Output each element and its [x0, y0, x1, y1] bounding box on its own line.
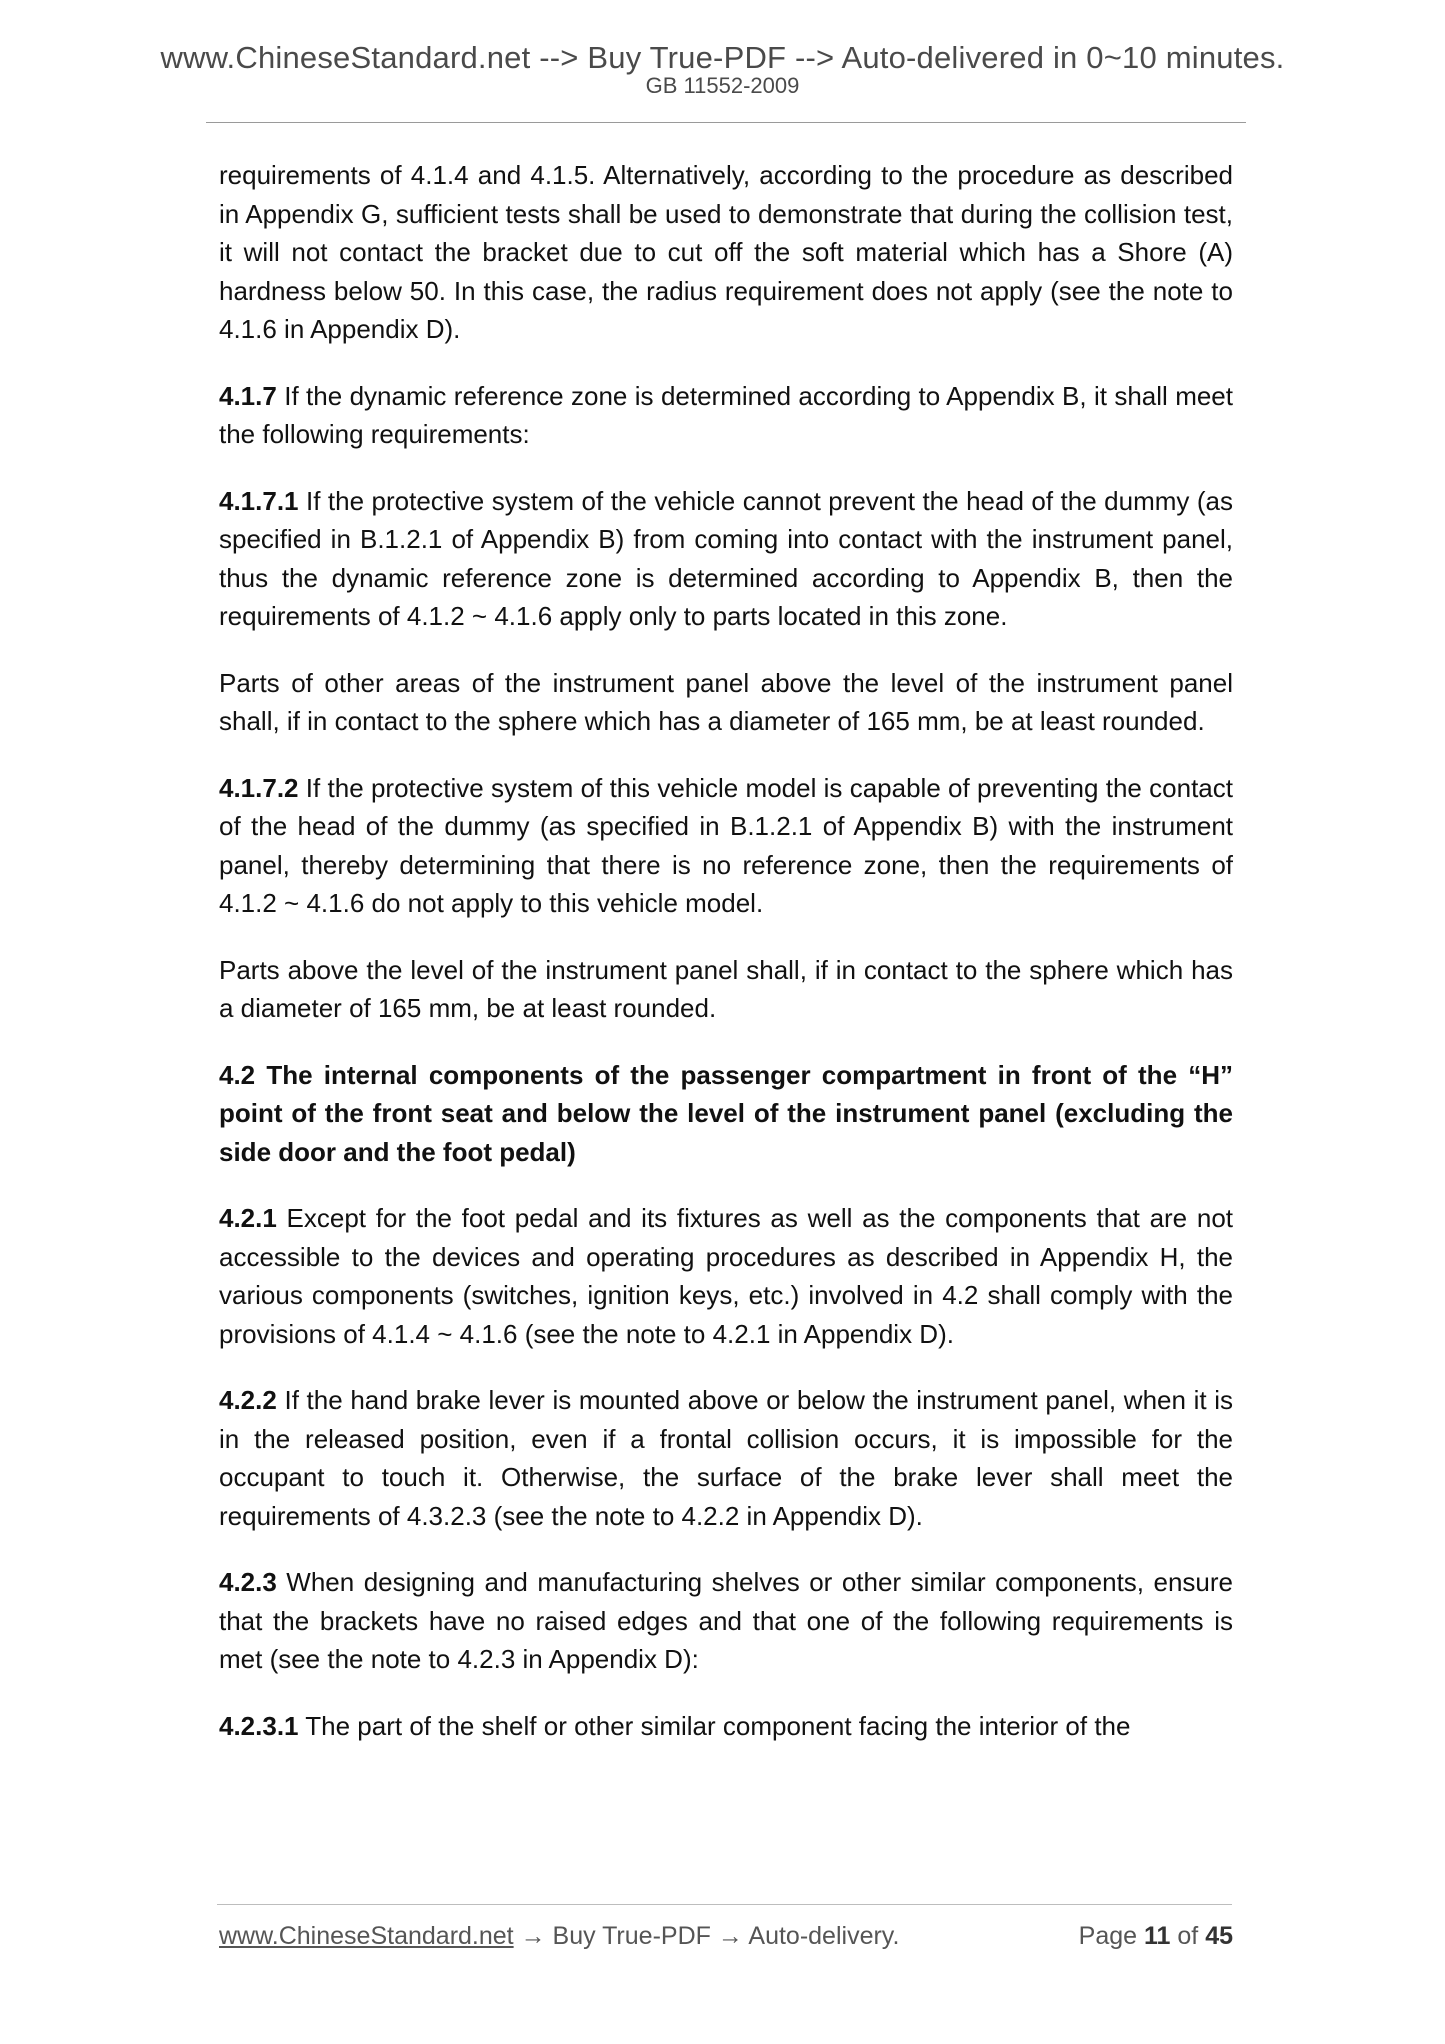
section-heading-4-2: 4.2 The internal components of the passenger compartment in front of the “H” point of the front seat and below the level of the instrument panel (excluding the side door and the foot pedal) — [219, 1059, 1233, 1167]
paragraph-parts-above — [219, 951, 1233, 1028]
page-total: 45 — [1205, 1922, 1233, 1950]
footer-divider — [217, 1904, 1232, 1905]
clause-number: 4.1.7.2 — [219, 772, 299, 803]
page-number: 11 — [1144, 1922, 1171, 1950]
paragraph-text: Parts of other areas of the instrument panel above the level of the instrument panel shall, if in contact to the sphere which has a diameter of 165 mm, be at least rounded. — [219, 667, 1233, 736]
clause-text: When designing and manufacturing shelves or other similar components, ensure that the brackets have no raised edges and that one of the following requirements is met (see the note to 4.2.3 in Appendix D): — [219, 1567, 1233, 1674]
clause-text: If the protective system of the vehicle cannot prevent the head of the dummy (as specified in B.1.2.1 of Appendix B) from coming into contact with the instrument panel, thus the dynamic reference zone is determined according to Appendix B, then the requirements of 4.1.2 ~ 4.1.6 apply only to parts located in this zone. — [219, 485, 1233, 631]
clause-text: If the protective system of this vehicle model is capable of preventing the contact of the head of the dummy (as specified in B.1.2.1 of Appendix B) with the instrument panel, thereby determining that there is no reference zone, then the requirements of 4.1.2 ~ 4.1.6 do not apply to this vehicle model. — [219, 772, 1233, 918]
page-footer — [219, 1922, 1233, 1958]
clause-4-2-1 — [219, 1199, 1233, 1353]
paragraph-other-areas — [219, 664, 1233, 741]
clause-number: 4.2.1 — [219, 1203, 277, 1233]
clause-4-2-2 — [219, 1381, 1233, 1535]
header-divider — [206, 122, 1246, 123]
clause-text: Except for the foot pedal and its fixtures as well as the components that are not accessible to the devices and operating procedures as described in Appendix H, the various components (switches, ignition keys, etc.) involved in 4.2 shall comply with the provisions of 4.1.4 ~ 4.1.6 (see the note to 4.2.1 in Appendix D). — [219, 1203, 1233, 1349]
clause-4-1-7 — [219, 377, 1233, 454]
clause-4-1-7-1 — [219, 482, 1233, 636]
clause-number: 4.2.3.1 — [219, 1710, 299, 1741]
clause-number: 4.1.7.1 — [219, 485, 299, 516]
website-link[interactable]: www.ChineseStandard.net — [219, 1922, 514, 1950]
footer-trail-text: → Buy True-PDF → Auto-delivery. — [513, 1922, 900, 1950]
clause-number: 4.2.2 — [219, 1385, 277, 1415]
clause-number: 4.2.3 — [219, 1567, 277, 1597]
page-indicator — [1079, 1922, 1233, 1951]
clause-text: If the dynamic reference zone is determined according to Appendix B, it shall meet the following requirements: — [219, 380, 1233, 449]
clause-4-1-7-2 — [219, 769, 1233, 923]
page-body — [219, 156, 1233, 1773]
clause-text: The part of the shelf or other similar component facing the interior of the — [298, 1710, 1131, 1741]
clause-text: If the hand brake lever is mounted above or below the instrument panel, when it is in the released position, even if a frontal collision occurs, it is impossible for the occupant to touch it. Otherwise, the surface of the brake lever shall meet the requirements of 4.3.2.3 (see the note to 4.2.2 in Appendix D). — [219, 1385, 1233, 1531]
of-label: of — [1170, 1922, 1206, 1950]
footer-links — [219, 1922, 899, 1951]
document-id: GB 11552-2009 — [645, 73, 800, 98]
clause-4-2-3 — [219, 1563, 1233, 1679]
site-banner: www.ChineseStandard.net --> Buy True-PDF --> Auto-delivered in 0~10 minutes. — [160, 40, 1285, 75]
paragraph-text: requirements of 4.1.4 and 4.1.5. Alternatively, according to the procedure as described in Appendix G, sufficient tests shall be used to demonstrate that during the collision test, it will not contact the bracket due to cut off the soft material which has a Shore (A) hardness below 50. In this case, the radius requirement does not apply (see the note to 4.1.6 in Appendix D). — [219, 160, 1233, 344]
clause-4-2-3-1 — [219, 1707, 1233, 1746]
paragraph-text: Parts above the level of the instrument panel shall, if in contact to the sphere which has a diameter of 165 mm, be at least rounded. — [219, 954, 1233, 1023]
page-label: Page — [1078, 1922, 1144, 1950]
clause-number: 4.1.7 — [219, 380, 277, 411]
paragraph-continuation — [219, 156, 1233, 349]
